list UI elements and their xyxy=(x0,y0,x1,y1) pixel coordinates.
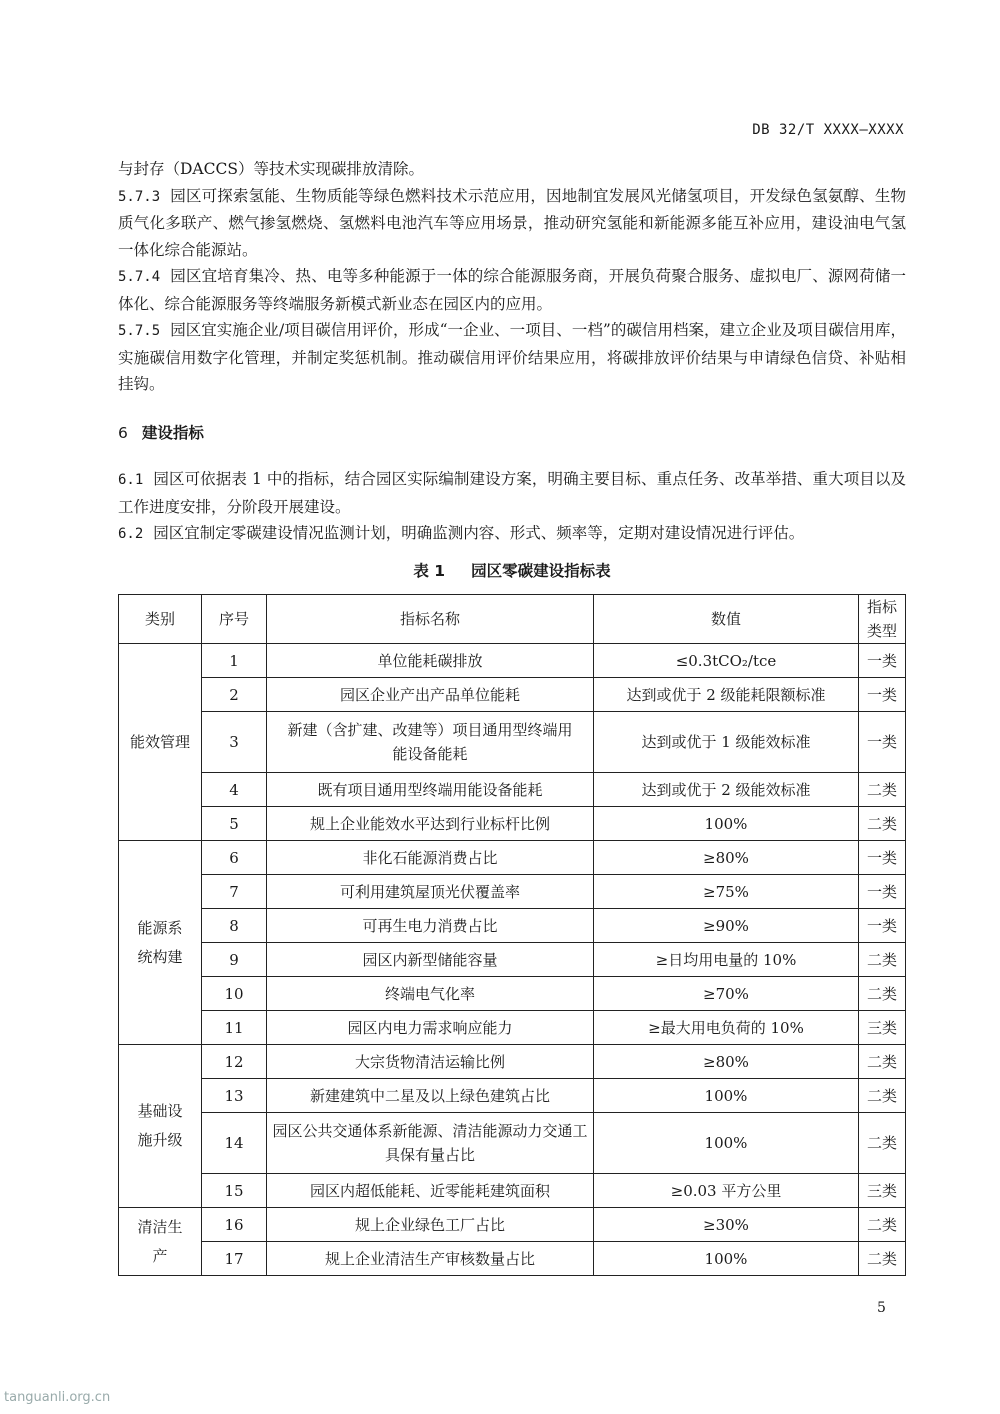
indicator-value: ≥0.03 平方公里 xyxy=(594,1174,859,1208)
indicator-value: ≥90% xyxy=(594,909,859,943)
table-caption-number: 表 1 xyxy=(413,561,446,580)
category-cell: 清洁生产 xyxy=(119,1208,202,1276)
indicator-type: 二类 xyxy=(859,1208,906,1242)
header-indicator-type: 指标类型 xyxy=(859,595,906,644)
table-row xyxy=(119,678,906,712)
table-row xyxy=(119,1113,906,1174)
table-row xyxy=(119,841,906,875)
clause-5-7-4 xyxy=(118,263,906,317)
indicator-value: 达到或优于 2 级能效标准 xyxy=(594,773,859,807)
indicator-name: 规上企业清洁生产审核数量占比 xyxy=(267,1242,594,1276)
paragraph-text: 园区宜制定零碳建设情况监测计划，明确监测内容、形式、频率等，定期对建设情况进行评估。 xyxy=(153,524,805,542)
header-indicator-name: 指标名称 xyxy=(267,595,594,644)
indicator-type: 一类 xyxy=(859,909,906,943)
indicator-type: 一类 xyxy=(859,678,906,712)
table-header-row xyxy=(119,595,906,644)
row-number: 11 xyxy=(202,1011,267,1045)
document-code: DB 32/T XXXX—XXXX xyxy=(752,122,904,138)
indicator-name: 园区内新型储能容量 xyxy=(267,943,594,977)
page-number: 5 xyxy=(877,1300,886,1316)
indicator-value: ≥80% xyxy=(594,841,859,875)
header-value: 数值 xyxy=(594,595,859,644)
table-row xyxy=(119,943,906,977)
category-cell: 基础设施升级 xyxy=(119,1045,202,1208)
paragraph-text: 园区可依据表 1 中的指标，结合园区实际编制建设方案，明确主要目标、重点任务、改革举措、重大项目以及工作进度安排，分阶段开展建设。 xyxy=(118,470,906,516)
indicator-name: 新建建筑中二星及以上绿色建筑占比 xyxy=(267,1079,594,1113)
indicator-name: 终端电气化率 xyxy=(267,977,594,1011)
indicator-name: 既有项目通用型终端用能设备能耗 xyxy=(267,773,594,807)
row-number: 17 xyxy=(202,1242,267,1276)
paragraph-text: 园区宜实施企业/项目碳信用评价，形成“一企业、一项目、一档”的碳信用档案，建立企业及项目碳信用库，实施碳信用数字化管理，并制定奖惩机制。推动碳信用评价结果应用，将碳排放评价结果与申请绿色信贷、补贴相挂钩。 xyxy=(118,321,906,393)
indicator-value: 100% xyxy=(594,1113,859,1174)
indicator-value: 达到或优于 1 级能效标准 xyxy=(594,712,859,773)
clause-5-7-3 xyxy=(118,183,906,264)
clause-number: 6.1 xyxy=(118,472,144,488)
indicator-type: 二类 xyxy=(859,943,906,977)
row-number: 9 xyxy=(202,943,267,977)
row-number: 13 xyxy=(202,1079,267,1113)
indicator-value: 100% xyxy=(594,807,859,841)
clause-number: 6.2 xyxy=(118,526,144,542)
row-number: 8 xyxy=(202,909,267,943)
row-number: 6 xyxy=(202,841,267,875)
row-number: 12 xyxy=(202,1045,267,1079)
table-row xyxy=(119,1242,906,1276)
row-number: 15 xyxy=(202,1174,267,1208)
indicator-type: 一类 xyxy=(859,644,906,678)
row-number: 16 xyxy=(202,1208,267,1242)
indicator-value: 达到或优于 2 级能耗限额标准 xyxy=(594,678,859,712)
indicator-value: ≥日均用电量的 10% xyxy=(594,943,859,977)
indicator-name: 规上企业能效水平达到行业标杆比例 xyxy=(267,807,594,841)
paragraph-text: 园区宜培育集冷、热、电等多种能源于一体的综合能源服务商，开展负荷聚合服务、虚拟电厂、源网荷储一体化、综合能源服务等终端服务新模式新业态在园区内的应用。 xyxy=(118,267,906,313)
indicator-name: 规上企业绿色工厂占比 xyxy=(267,1208,594,1242)
table-row xyxy=(119,1011,906,1045)
indicator-value: 100% xyxy=(594,1079,859,1113)
row-number: 1 xyxy=(202,644,267,678)
indicator-value: 100% xyxy=(594,1242,859,1276)
clause-5-7-5 xyxy=(118,317,906,398)
document-body xyxy=(118,156,906,1276)
indicator-type: 一类 xyxy=(859,875,906,909)
indicator-name: 大宗货物清洁运输比例 xyxy=(267,1045,594,1079)
table-row xyxy=(119,1045,906,1079)
indicator-type: 二类 xyxy=(859,1045,906,1079)
indicator-type: 二类 xyxy=(859,773,906,807)
header-number: 序号 xyxy=(202,595,267,644)
indicator-value: ≥最大用电负荷的 10% xyxy=(594,1011,859,1045)
table-row xyxy=(119,909,906,943)
indicator-name: 园区企业产出产品单位能耗 xyxy=(267,678,594,712)
indicator-type: 一类 xyxy=(859,712,906,773)
indicator-name: 单位能耗碳排放 xyxy=(267,644,594,678)
section-heading xyxy=(118,420,906,447)
table-row xyxy=(119,1208,906,1242)
indicator-type: 二类 xyxy=(859,1113,906,1174)
indicator-table xyxy=(118,594,906,1276)
table-row xyxy=(119,712,906,773)
paragraph-continuation xyxy=(118,156,906,183)
indicator-type: 三类 xyxy=(859,1011,906,1045)
table-row xyxy=(119,644,906,678)
row-number: 4 xyxy=(202,773,267,807)
table-caption-title: 园区零碳建设指标表 xyxy=(471,561,611,580)
row-number: 14 xyxy=(202,1113,267,1174)
watermark: tanguanli.org.cn xyxy=(4,1390,111,1405)
table-row xyxy=(119,773,906,807)
table-caption xyxy=(118,558,906,585)
indicator-name: 非化石能源消费占比 xyxy=(267,841,594,875)
indicator-type: 二类 xyxy=(859,1079,906,1113)
indicator-value: ≤0.3tCO₂/tce xyxy=(594,644,859,678)
table-row xyxy=(119,875,906,909)
indicator-type: 一类 xyxy=(859,841,906,875)
clause-6-2 xyxy=(118,520,906,548)
indicator-name: 园区内超低能耗、近零能耗建筑面积 xyxy=(267,1174,594,1208)
clause-number: 5.7.4 xyxy=(118,269,161,285)
indicator-name: 可利用建筑屋顶光伏覆盖率 xyxy=(267,875,594,909)
indicator-value: ≥30% xyxy=(594,1208,859,1242)
indicator-name: 园区内电力需求响应能力 xyxy=(267,1011,594,1045)
category-cell: 能效管理 xyxy=(119,644,202,841)
header-category: 类别 xyxy=(119,595,202,644)
indicator-name: 可再生电力消费占比 xyxy=(267,909,594,943)
row-number: 2 xyxy=(202,678,267,712)
indicator-value: ≥80% xyxy=(594,1045,859,1079)
clause-number: 5.7.5 xyxy=(118,323,161,339)
clause-number: 5.7.3 xyxy=(118,188,161,205)
table-row xyxy=(119,977,906,1011)
indicator-type: 三类 xyxy=(859,1174,906,1208)
section-title: 建设指标 xyxy=(141,423,204,442)
category-cell: 能源系统构建 xyxy=(119,841,202,1045)
indicator-type: 二类 xyxy=(859,807,906,841)
indicator-value: ≥75% xyxy=(594,875,859,909)
indicator-type: 二类 xyxy=(859,977,906,1011)
indicator-value: ≥70% xyxy=(594,977,859,1011)
indicator-name: 新建（含扩建、改建等）项目通用型终端用能设备能耗 xyxy=(267,712,594,773)
indicator-name: 园区公共交通体系新能源、清洁能源动力交通工具保有量占比 xyxy=(267,1113,594,1174)
row-number: 5 xyxy=(202,807,267,841)
table-row xyxy=(119,1174,906,1208)
section-number: 6 xyxy=(118,423,128,442)
indicator-type: 二类 xyxy=(859,1242,906,1276)
clause-6-1 xyxy=(118,466,906,520)
table-row xyxy=(119,807,906,841)
table-row xyxy=(119,1079,906,1113)
row-number: 10 xyxy=(202,977,267,1011)
paragraph-text: 园区可探索氢能、生物质能等绿色燃料技术示范应用，因地制宜发展风光储氢项目，开发绿色氢氨醇、生物质气化多联产、燃气掺氢燃烧、氢燃料电池汽车等应用场景，推动研究氢能和新能源多能互补应用，建设油电气氢一体化综合能源站。 xyxy=(118,186,906,259)
paragraph-text: 与封存（DACCS）等技术实现碳排放清除。 xyxy=(118,160,424,178)
row-number: 7 xyxy=(202,875,267,909)
row-number: 3 xyxy=(202,712,267,773)
